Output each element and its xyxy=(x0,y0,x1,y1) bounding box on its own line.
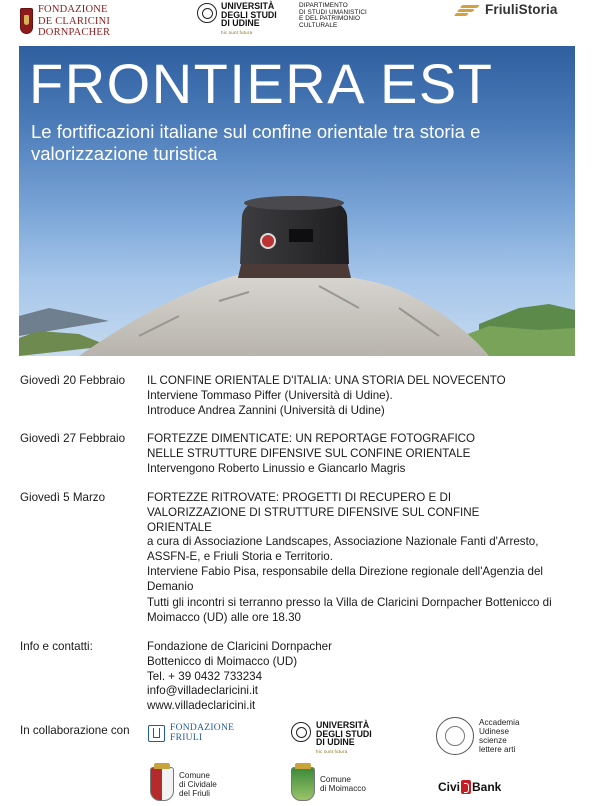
program-title: IL CONFINE ORIENTALE D'ITALIA: UNA STORIA DEL NOVECENTO xyxy=(147,374,506,387)
comune-cividale-logo xyxy=(150,767,217,801)
friulistoria-wing-icon xyxy=(455,4,481,16)
venue-note: Tutti gli incontri si terranno presso la Villa de Claricini Dornpacher Bottenicco di Moimacco (UD) alle ore 18.30 xyxy=(147,596,552,624)
fondazione-logo-line: FONDAZIONE xyxy=(38,4,108,15)
contacts-lines xyxy=(147,640,585,714)
fondazione-friuli-text xyxy=(170,724,234,743)
fondazione-friuli-line: FRIULI xyxy=(170,732,203,743)
department-line: E DEL PATRIMONIO xyxy=(299,15,361,23)
comune-cividale-text xyxy=(179,771,217,798)
contact-address: Bottenicco di Moimacco (UD) xyxy=(147,654,298,668)
program-content xyxy=(147,432,477,476)
universita-udine-logo xyxy=(197,2,277,35)
comune-moimacco-logo xyxy=(291,767,366,801)
accademia-line: Udinese xyxy=(479,727,510,736)
comune-line: del Friuli xyxy=(179,788,210,798)
header-logos xyxy=(0,0,595,40)
hero-banner xyxy=(19,46,575,356)
fondazione-logo-line: DE CLARICINI xyxy=(38,15,111,27)
civibank-text-bank: Bank xyxy=(472,780,502,794)
moimacco-coat-of-arms-icon xyxy=(291,767,315,801)
program-date: Giovedì 20 Febbraio xyxy=(20,374,126,387)
event-title: FRONTIERA EST xyxy=(29,52,494,115)
program-content xyxy=(147,491,565,595)
accademia-line: Accademia xyxy=(479,718,520,727)
comune-line: Comune xyxy=(179,770,210,780)
accademia-udinese-logo xyxy=(436,717,520,755)
university-name-line: DI UDINE xyxy=(221,18,260,29)
program-detail: a cura di Associazione Landscapes, Associazione Nazionale Fanti d'Arresto, ASSFN-E, e Friuli Storia e Territorio. xyxy=(147,535,539,564)
contact-organization: Fondazione de Claricini Dornpacher xyxy=(147,640,332,653)
cividale-coat-of-arms-icon xyxy=(150,767,174,801)
civibank-wordmark xyxy=(438,780,501,794)
friulistoria-logo-text: FriuliStoria xyxy=(485,2,558,17)
university-name-line: DEGLI STUDI xyxy=(316,728,372,739)
accademia-line: scienze xyxy=(479,736,507,745)
university-name xyxy=(221,2,277,28)
university-name-line: UNIVERSITÀ xyxy=(221,1,275,11)
comune-line: Comune xyxy=(320,775,351,784)
department-line: DI STUDI UMANISTICI xyxy=(299,8,367,16)
comune-line: di Cividale xyxy=(179,779,217,789)
universita-udine-partner-logo xyxy=(291,721,372,754)
program-detail: Intervengono Roberto Linussio e Giancarlo Magris xyxy=(147,461,406,475)
program-title: FORTEZZE DIMENTICATE: UN REPORTAGE FOTOGRAFICO NELLE STRUTTURE DIFENSIVE SUL CONFINE ORIENTALE xyxy=(147,432,476,460)
distant-mountain xyxy=(19,308,109,336)
event-subtitle: Le fortificazioni italiane sul confine orientale tra storia e valorizzazione turistica xyxy=(31,121,481,164)
contact-email[interactable]: info@villadeclaricini.it xyxy=(147,684,259,698)
program-content xyxy=(147,374,585,418)
university-seal-icon xyxy=(197,3,217,23)
university-name xyxy=(316,721,372,747)
civibank-text-civi: Civi xyxy=(438,780,461,794)
university-name-line: DI UDINE xyxy=(316,737,355,748)
university-name-line: DEGLI STUDI xyxy=(221,9,277,20)
fondazione-logo-text xyxy=(38,4,110,39)
partners-label: In collaborazione con xyxy=(20,724,130,737)
department-line: CULTURALE xyxy=(299,21,338,29)
program-title: FORTEZZE RITROVATE: PROGETTI DI RECUPERO E DI VALORIZZAZIONE DI STRUTTURE DIFENSIVE SUL CONFINE ORIENTALE xyxy=(147,491,480,534)
university-seal-icon xyxy=(291,722,311,742)
comune-line: di Moimacco xyxy=(320,784,366,793)
program-date: Giovedì 27 Febbraio xyxy=(20,432,126,445)
accademia-text xyxy=(479,718,520,754)
fondazione-friuli-line: FONDAZIONE xyxy=(170,723,235,733)
friulistoria-logo xyxy=(455,2,557,17)
university-motto: hic sunt futura xyxy=(316,748,348,754)
university-name-line: UNIVERSITÀ xyxy=(316,720,370,730)
program-detail: Interviene Fabio Pisa, responsabile della Direzione regionale dell'Agenzia del Demanio xyxy=(147,564,543,593)
fondazione-crest-icon xyxy=(20,8,33,34)
accademia-seal-icon xyxy=(436,717,474,755)
civibank-mark-icon xyxy=(461,780,471,794)
program-detail: Interviene Tommaso Piffer (Università di Udine). xyxy=(147,388,393,402)
accademia-line: lettere arti xyxy=(479,745,516,754)
bunker-emblem-icon xyxy=(261,234,275,248)
contact-phone: Tel. + 39 0432 733234 xyxy=(147,669,263,683)
contacts-label: Info e contatti: xyxy=(20,640,93,653)
rocky-mound xyxy=(79,271,489,356)
department-line: DIPARTIMENTO xyxy=(299,2,348,9)
university-motto: hic sunt futura xyxy=(221,29,253,35)
civibank-logo xyxy=(438,780,501,794)
bunker-loophole xyxy=(289,229,313,242)
contact-website[interactable]: www.villadeclaricini.it xyxy=(147,699,256,713)
fondazione-claricini-logo xyxy=(20,4,110,39)
fondazione-friuli-icon xyxy=(148,725,165,742)
program-detail: Introduce Andrea Zannini (Università di Udine) xyxy=(147,403,385,417)
department-name xyxy=(299,3,367,29)
program-date: Giovedì 5 Marzo xyxy=(20,491,106,504)
comune-moimacco-text xyxy=(320,775,366,793)
fondazione-friuli-logo xyxy=(148,724,234,743)
fondazione-logo-line: DORNPACHER xyxy=(38,27,111,38)
